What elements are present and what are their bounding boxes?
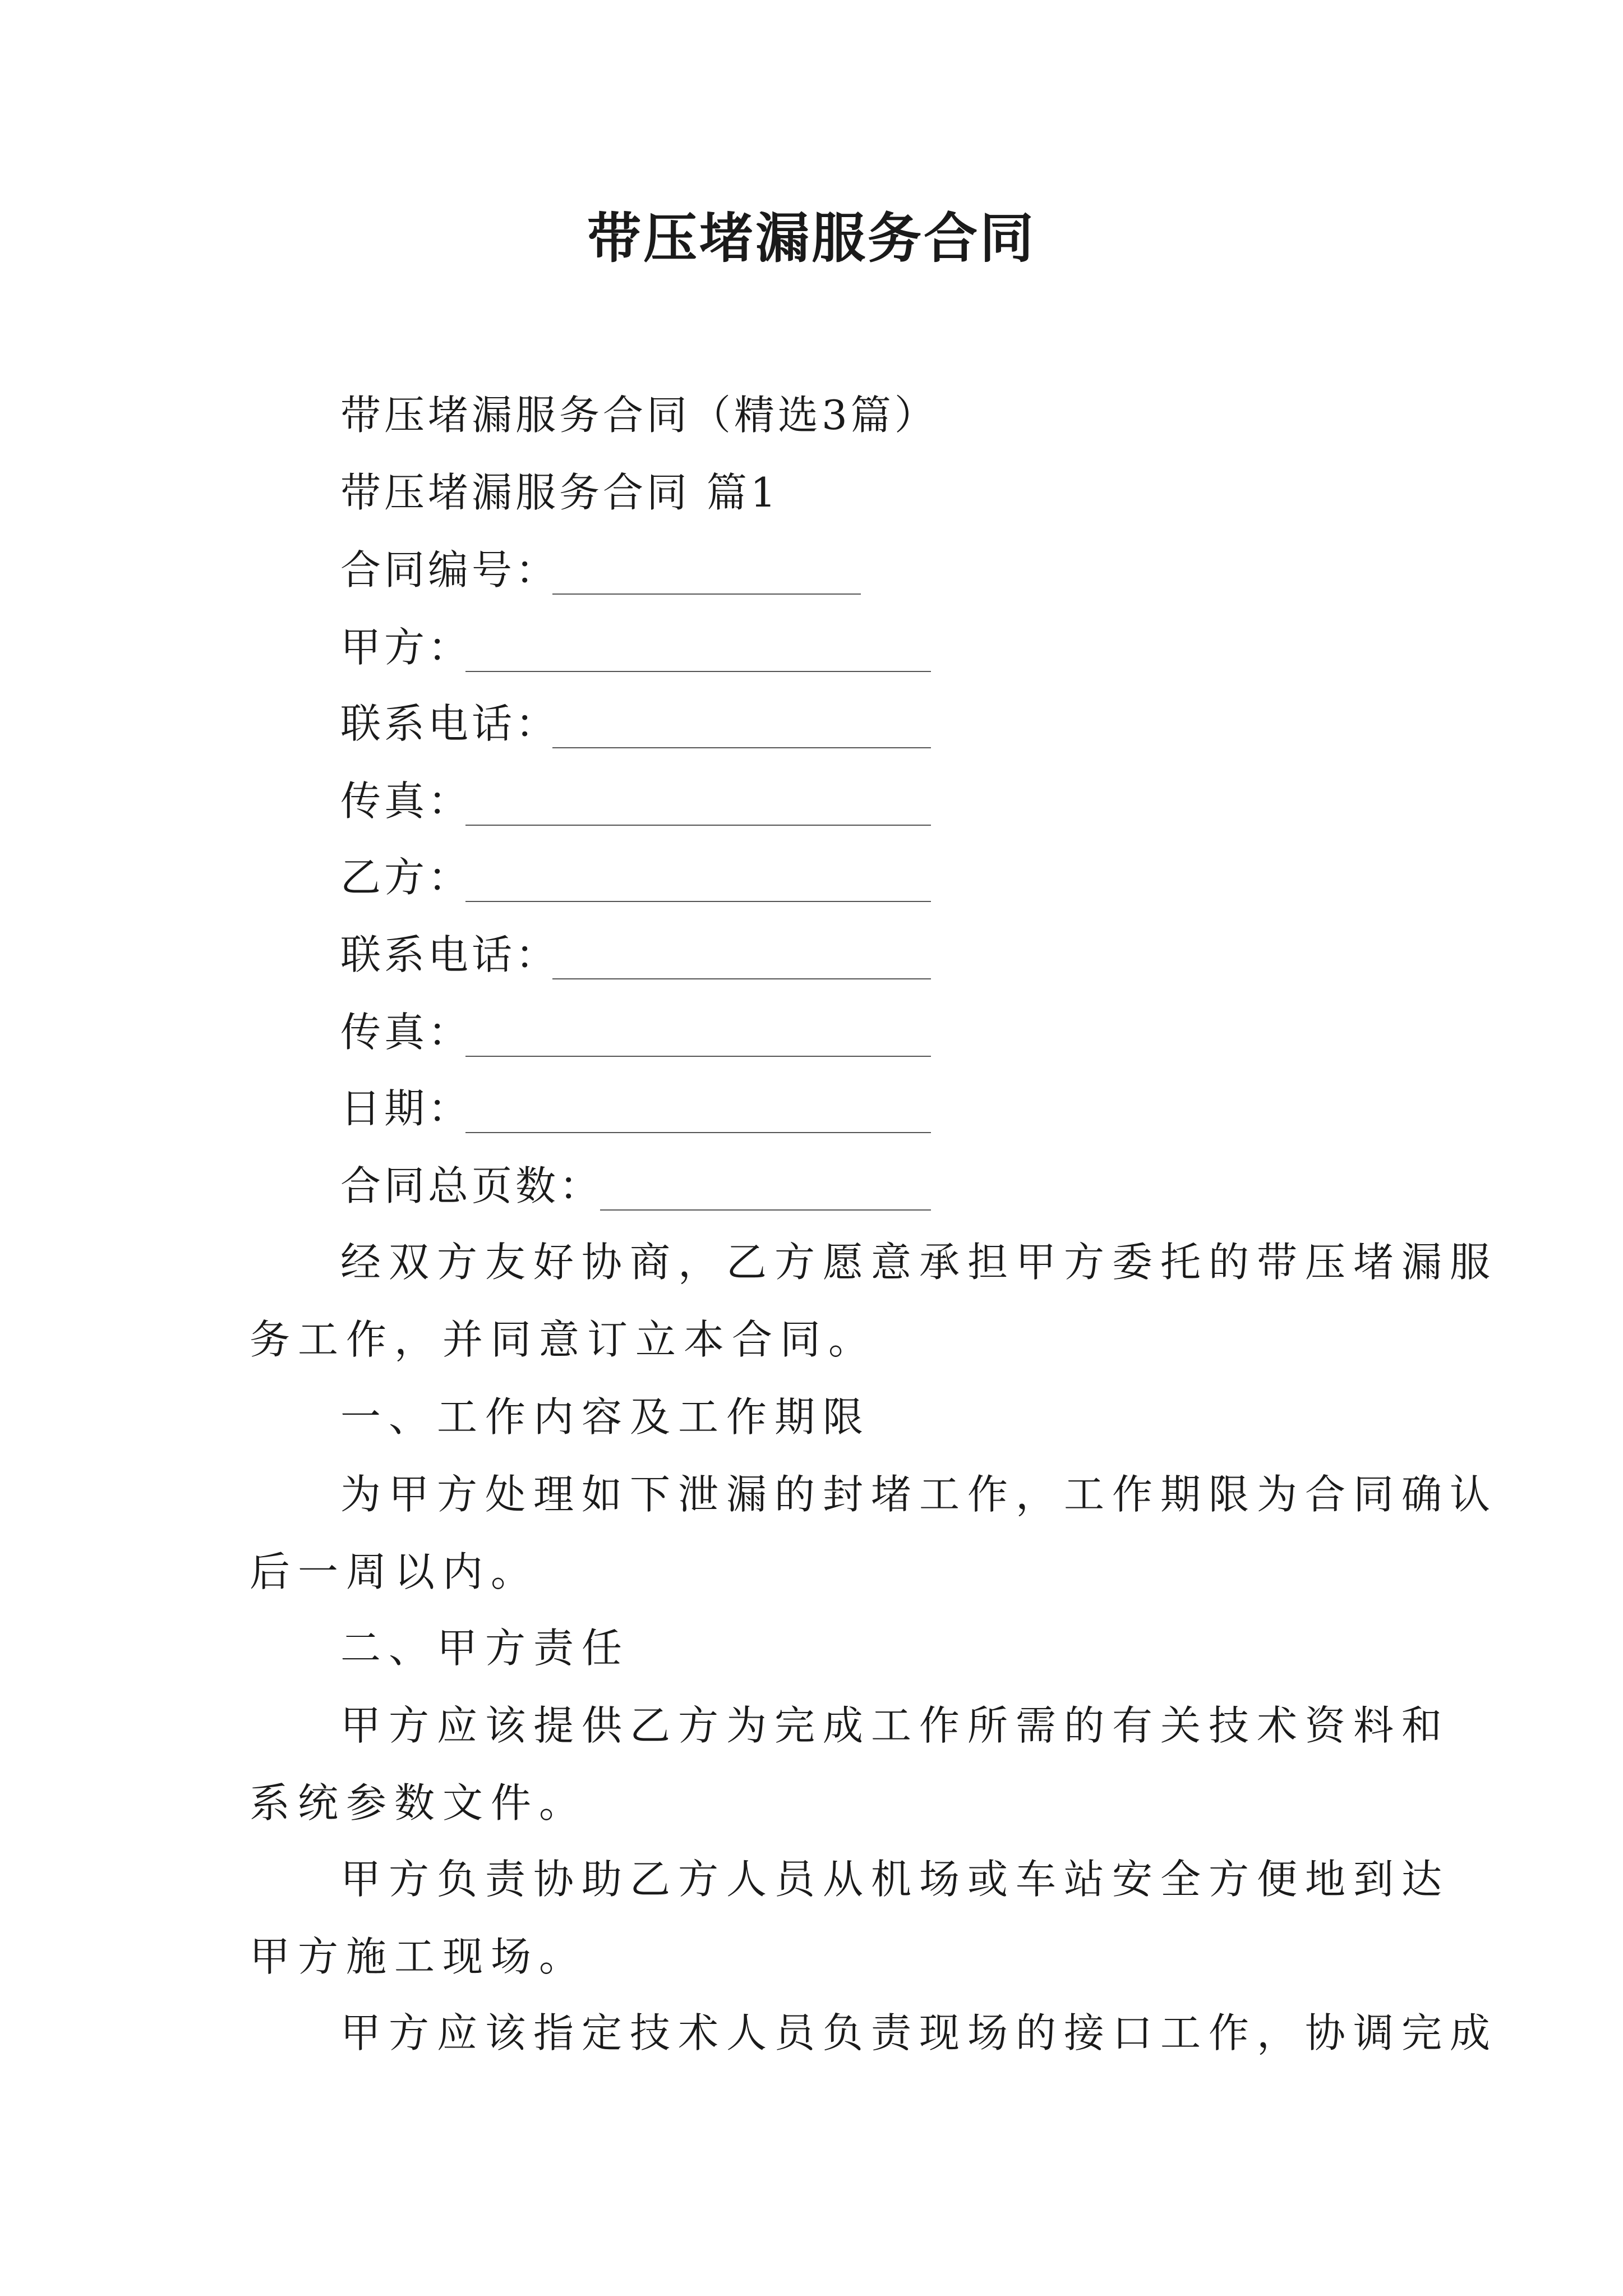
party-a-fax-label: 传真： [340,777,472,825]
paragraph-1-line-1: 为甲方处理如下泄漏的封堵工作，工作期限为合同确认 [340,1471,1498,1518]
paragraph-2-line-1: 甲方应该提供乙方为完成工作所需的有关技术资料和 [340,1702,1450,1749]
party-a-fax-blank[interactable] [465,825,931,826]
party-b-fax-label: 传真： [340,1009,472,1056]
date-label: 日期： [340,1085,472,1132]
party-a-label: 甲方： [340,624,472,671]
paragraph-2-line-2: 系统参数文件。 [250,1779,588,1826]
party-a-phone-label: 联系电话： [340,700,560,747]
total-pages-blank[interactable] [600,1209,931,1211]
party-b-fax-blank[interactable] [465,1056,931,1057]
paragraph-1-line-2: 后一周以内。 [250,1548,540,1595]
paragraph-4-line-1: 甲方应该指定技术人员负责现场的接口工作，协调完成 [340,2009,1498,2056]
total-pages-label: 合同总页数： [340,1162,603,1209]
party-b-phone-label: 联系电话： [340,931,560,978]
party-b-phone-blank[interactable] [552,978,931,979]
intro-paragraph-line-1: 经双方友好协商，乙方愿意承担甲方委托的带压堵漏服 [340,1239,1498,1286]
heading-work-content: 一、工作内容及工作期限 [340,1393,872,1441]
paragraph-3-line-1: 甲方负责协助乙方人员从机场或车站安全方便地到达 [340,1856,1450,1903]
date-blank[interactable] [465,1132,931,1133]
party-a-blank[interactable] [465,671,931,672]
party-b-label: 乙方： [340,854,472,901]
section-title: 带压堵漏服务合同 篇1 [340,469,780,516]
party-a-phone-blank[interactable] [552,747,931,748]
paragraph-3-line-2: 甲方施工现场。 [250,1933,588,1980]
document-title: 带压堵漏服务合同 [587,206,1036,270]
heading-party-a-duty: 二、甲方责任 [340,1625,630,1672]
party-b-blank[interactable] [465,901,931,902]
contract-number-blank[interactable] [552,593,861,595]
intro-paragraph-line-2: 务工作，并同意订立本合同。 [250,1316,877,1363]
document-subtitle: 带压堵漏服务合同（精选3篇） [340,392,938,439]
contract-number-label: 合同编号： [340,546,560,593]
